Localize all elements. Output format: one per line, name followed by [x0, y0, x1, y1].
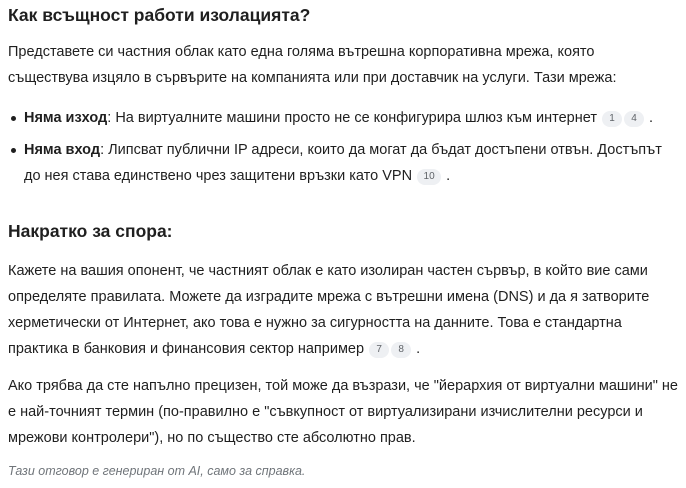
section-heading-isolation: Как всъщност работи изолацията?: [8, 5, 311, 25]
summary-text: Кажете на вашия опонент, че частният облак е като изолиран частен сървър, в който вие сами определяте правилата. Можете да изградите мрежа с вътрешни имена (DNS) и да я затворите херметически от Интернет, ако това е нужно за сигурността на данните. Това е стандартна практика в банковия и финансовия сектор например: [8, 263, 650, 357]
bullet-text: : На виртуалните машини просто не се конфигурира шлюз към интернет: [107, 110, 597, 126]
intro-paragraph: Представете си частния облак като една голяма вътрешна корпоративна мрежа, която съществува изцяло в сървърите на компанията или при доставчик на услуги. Тази мрежа:: [8, 44, 617, 86]
summary-end: .: [416, 341, 421, 357]
bullet-text: : Липсват публични IP адреси, които да могат да бъдат достъпени отвън. Достъпът до нея става единствено чрез защитени връзки като VPN: [24, 142, 662, 184]
bullet-end: .: [649, 110, 654, 126]
precision-paragraph: Ако трябва да сте напълно прецизен, той може да възрази, че "йерархия от виртуални машини" не е най-точният термин (по-правилно е "съвкупност от виртуализирани изчислителни ресурси и мрежови контролери"), но по същество сте абсолютно прав.: [8, 378, 678, 446]
ai-disclaimer: Тази отговор е генериран от AI, само за справка.: [8, 464, 306, 478]
summary-paragraph: [8, 258, 678, 362]
list-item: [8, 105, 678, 131]
citation-badge[interactable]: 8: [391, 342, 411, 358]
citation-badge[interactable]: 4: [624, 111, 644, 127]
isolation-bullet-list: [8, 105, 678, 195]
citation-badge[interactable]: 7: [369, 342, 389, 358]
citation-badge[interactable]: 1: [602, 111, 622, 127]
bullet-dot: [11, 116, 16, 121]
list-item: [8, 137, 678, 189]
bullet-dot: [11, 148, 16, 153]
bullet-term: Няма вход: [24, 142, 101, 158]
section-heading-summary: Накратко за спора:: [8, 221, 173, 241]
citation-badge[interactable]: 10: [417, 169, 441, 185]
bullet-term: Няма изход: [24, 110, 108, 126]
bullet-end: .: [446, 168, 451, 184]
